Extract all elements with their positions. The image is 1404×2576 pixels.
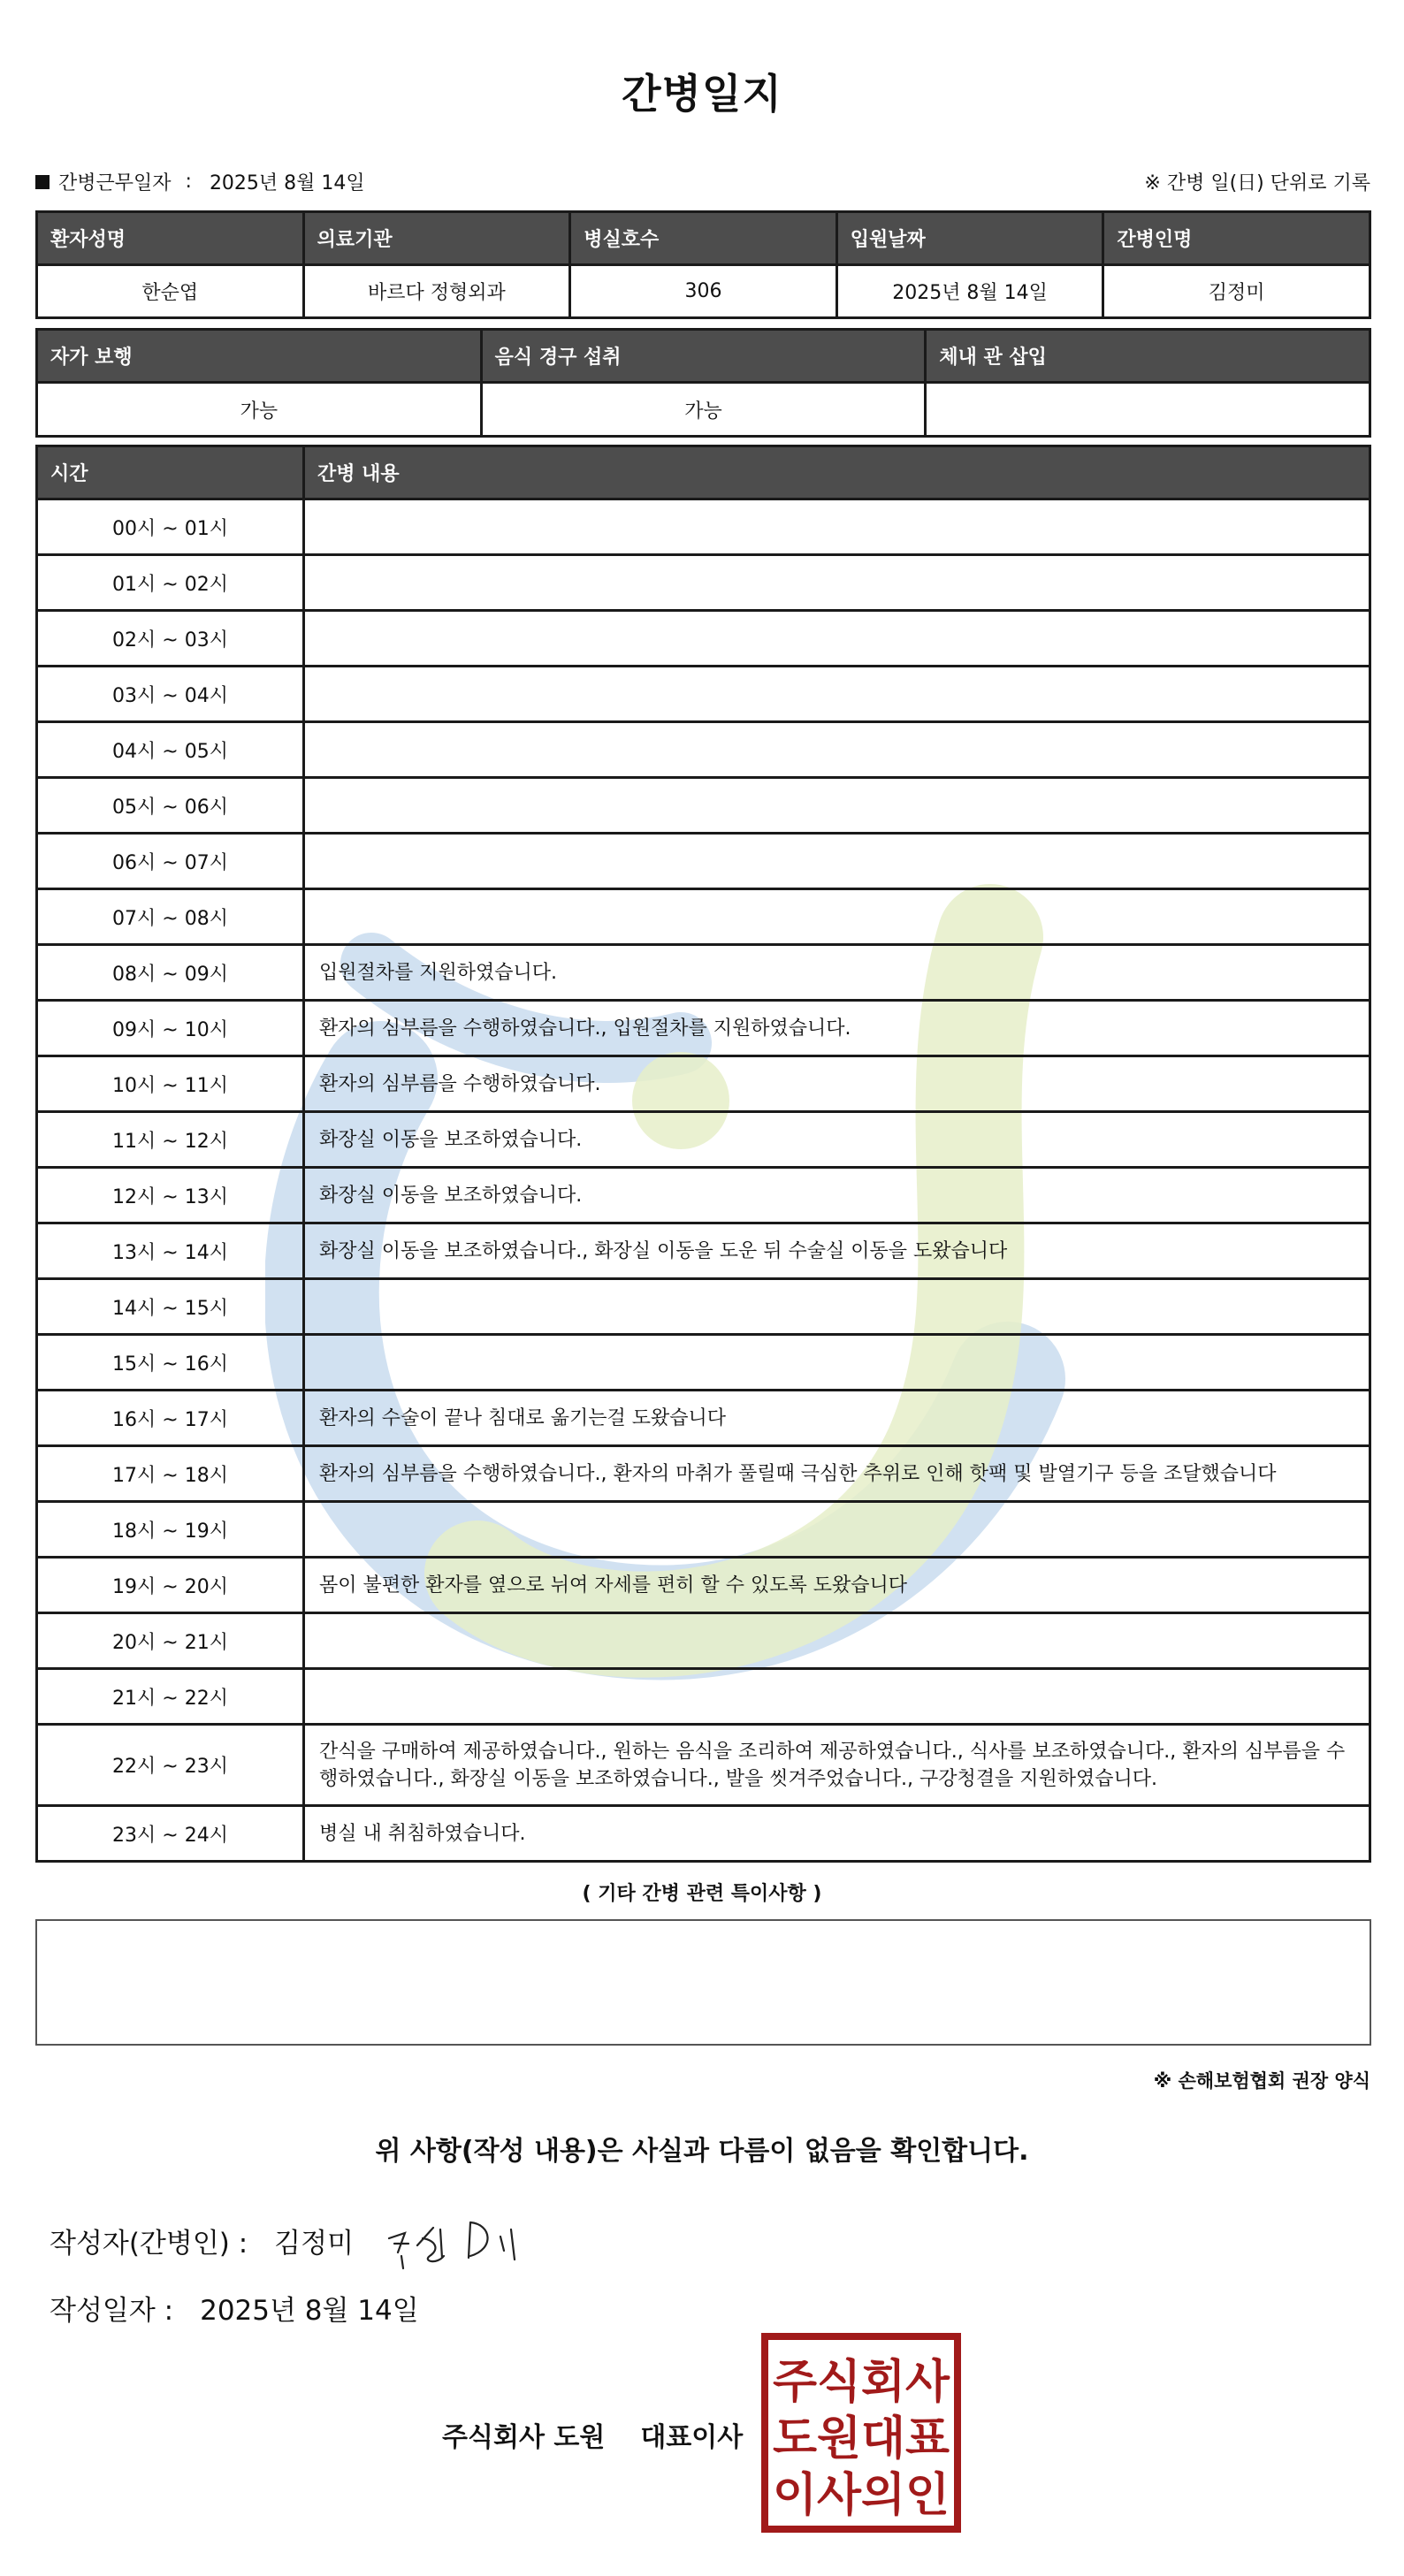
log-content: 병실 내 취침하였습니다.	[304, 1806, 1370, 1862]
svg-text:도원대표: 도원대표	[773, 2412, 950, 2465]
work-date-separator: :	[185, 171, 192, 193]
log-content: 몸이 불편한 환자를 옆으로 뉘여 자세를 편히 할 수 있도록 도왔습니다	[304, 1558, 1370, 1613]
log-row	[37, 1223, 1370, 1279]
log-content	[304, 1669, 1370, 1725]
log-row	[37, 1613, 1370, 1669]
admission-date: 2025년 8월 14일	[836, 265, 1103, 318]
oral-intake-value: 가능	[481, 383, 926, 437]
log-row	[37, 1168, 1370, 1223]
log-content	[304, 1279, 1370, 1335]
log-content	[304, 722, 1370, 778]
log-time: 10시 ~ 11시	[37, 1056, 304, 1112]
log-time: 18시 ~ 19시	[37, 1502, 304, 1558]
log-row	[37, 1725, 1370, 1806]
header-tube-insertion: 체내 관 삽입	[926, 330, 1370, 383]
record-unit-note: ※ 간병 일(日) 단위로 기록	[1144, 172, 1370, 194]
log-row	[37, 1558, 1370, 1613]
header-caregiver-name: 간병인명	[1103, 212, 1370, 265]
log-content	[304, 611, 1370, 667]
log-row	[37, 1446, 1370, 1502]
patient-status-table	[35, 328, 1371, 438]
log-content: 입원절차를 지원하였습니다.	[304, 945, 1370, 1001]
remarks-box	[35, 1919, 1371, 2046]
log-content	[304, 1613, 1370, 1669]
log-content	[304, 1502, 1370, 1558]
log-row	[37, 499, 1370, 555]
log-row	[37, 1335, 1370, 1391]
company-seal	[760, 2332, 962, 2534]
log-row	[37, 1669, 1370, 1725]
log-content: 환자의 심부름을 수행하였습니다., 입원절차를 지원하였습니다.	[304, 1001, 1370, 1056]
log-time: 16시 ~ 17시	[37, 1391, 304, 1446]
log-time: 21시 ~ 22시	[37, 1669, 304, 1725]
log-time: 12시 ~ 13시	[37, 1168, 304, 1223]
written-date-line	[50, 2288, 419, 2328]
log-content: 환자의 심부름을 수행하였습니다.	[304, 1056, 1370, 1112]
header-oral-intake: 음식 경구 섭취	[481, 330, 926, 383]
ceo-title: 대표이사	[640, 2422, 744, 2453]
work-date-label: 간병근무일자	[58, 172, 172, 194]
log-row	[37, 555, 1370, 611]
log-row	[37, 1806, 1370, 1862]
log-row	[37, 889, 1370, 945]
log-content: 화장실 이동을 보조하였습니다.	[304, 1112, 1370, 1168]
log-row	[37, 1056, 1370, 1112]
handwritten-signature	[382, 2203, 532, 2274]
patient-info-table	[35, 210, 1371, 319]
room-number: 306	[570, 265, 837, 318]
log-time: 23시 ~ 24시	[37, 1806, 304, 1862]
remarks-title: ( 기타 간병 관련 특이사항 )	[582, 1883, 822, 1905]
work-date-value: 2025년 8월 14일	[209, 172, 365, 194]
log-time: 14시 ~ 15시	[37, 1279, 304, 1335]
log-row	[37, 611, 1370, 667]
log-time: 09시 ~ 10시	[37, 1001, 304, 1056]
log-time: 20시 ~ 21시	[37, 1613, 304, 1669]
log-time: 00시 ~ 01시	[37, 499, 304, 555]
header-care-content: 간병 내용	[304, 446, 1370, 499]
log-time: 17시 ~ 18시	[37, 1446, 304, 1502]
log-time: 11시 ~ 12시	[37, 1112, 304, 1168]
log-time: 13시 ~ 14시	[37, 1223, 304, 1279]
caregiver-name: 김정미	[1103, 265, 1370, 318]
svg-text:이사의인: 이사의인	[773, 2469, 950, 2522]
log-row	[37, 1279, 1370, 1335]
log-time: 22시 ~ 23시	[37, 1725, 304, 1806]
log-time: 06시 ~ 07시	[37, 834, 304, 889]
log-time: 03시 ~ 04시	[37, 667, 304, 722]
log-content: 환자의 수술이 끝나 침대로 옮기는걸 도왔습니다	[304, 1391, 1370, 1446]
log-row	[37, 945, 1370, 1001]
log-content	[304, 555, 1370, 611]
form-source-note: ※ 손해보험협회 권장 양식	[1153, 2070, 1370, 2092]
log-row	[37, 1502, 1370, 1558]
log-time: 08시 ~ 09시	[37, 945, 304, 1001]
log-row	[37, 1001, 1370, 1056]
header-room-number: 병실호수	[570, 212, 837, 265]
written-date-label: 작성일자 :	[50, 2295, 174, 2327]
log-content	[304, 667, 1370, 722]
header-self-walking: 자가 보행	[37, 330, 482, 383]
header-time: 시간	[37, 446, 304, 499]
writer-line	[50, 2221, 354, 2260]
written-date-value: 2025년 8월 14일	[200, 2295, 419, 2327]
tube-insertion-value	[926, 383, 1370, 437]
writer-name: 김정미	[274, 2228, 355, 2260]
svg-text:주식회사: 주식회사	[773, 2356, 950, 2409]
log-row	[37, 1112, 1370, 1168]
self-walking-value: 가능	[37, 383, 482, 437]
log-content	[304, 778, 1370, 834]
log-time: 05시 ~ 06시	[37, 778, 304, 834]
log-row	[37, 722, 1370, 778]
writer-label: 작성자(간병인) :	[50, 2228, 248, 2260]
log-time: 02시 ~ 03시	[37, 611, 304, 667]
hospital-name: 바르다 정형외과	[303, 265, 570, 318]
confirmation-statement: 위 사항(작성 내용)은 사실과 다름이 없음을 확인합니다.	[375, 2136, 1029, 2167]
header-hospital: 의료기관	[303, 212, 570, 265]
log-content	[304, 1335, 1370, 1391]
log-content	[304, 889, 1370, 945]
log-content: 화장실 이동을 보조하였습니다.	[304, 1168, 1370, 1223]
log-time: 01시 ~ 02시	[37, 555, 304, 611]
square-bullet-icon	[35, 175, 50, 189]
log-content	[304, 834, 1370, 889]
log-content: 간식을 구매하여 제공하였습니다., 원하는 음식을 조리하여 제공하였습니다., 식사를 보조하였습니다., 환자의 심부름을 수행하였습니다., 화장실 이동을 보조하였습니다., 발을 씻겨주었습니다., 구강청결을 지원하였습니다.	[304, 1725, 1370, 1806]
log-row	[37, 667, 1370, 722]
log-time: 07시 ~ 08시	[37, 889, 304, 945]
log-time: 19시 ~ 20시	[37, 1558, 304, 1613]
log-row	[37, 834, 1370, 889]
page-title: 간병일지	[622, 70, 782, 118]
company-line	[442, 2415, 743, 2454]
patient-name: 한순엽	[37, 265, 304, 318]
log-content: 화장실 이동을 보조하였습니다., 화장실 이동을 도운 뒤 수술실 이동을 도왔습니다	[304, 1223, 1370, 1279]
company-name: 주식회사 도원	[442, 2422, 606, 2453]
header-admission-date: 입원날짜	[836, 212, 1103, 265]
log-time: 04시 ~ 05시	[37, 722, 304, 778]
log-content: 환자의 심부름을 수행하였습니다., 환자의 마취가 풀릴때 극심한 추위로 인해 핫팩 및 발열기구 등을 조달했습니다	[304, 1446, 1370, 1502]
log-row	[37, 778, 1370, 834]
log-time: 15시 ~ 16시	[37, 1335, 304, 1391]
care-log-table	[35, 445, 1371, 1863]
header-patient-name: 환자성명	[37, 212, 304, 265]
work-date-line	[35, 168, 365, 195]
log-row	[37, 1391, 1370, 1446]
log-content	[304, 499, 1370, 555]
